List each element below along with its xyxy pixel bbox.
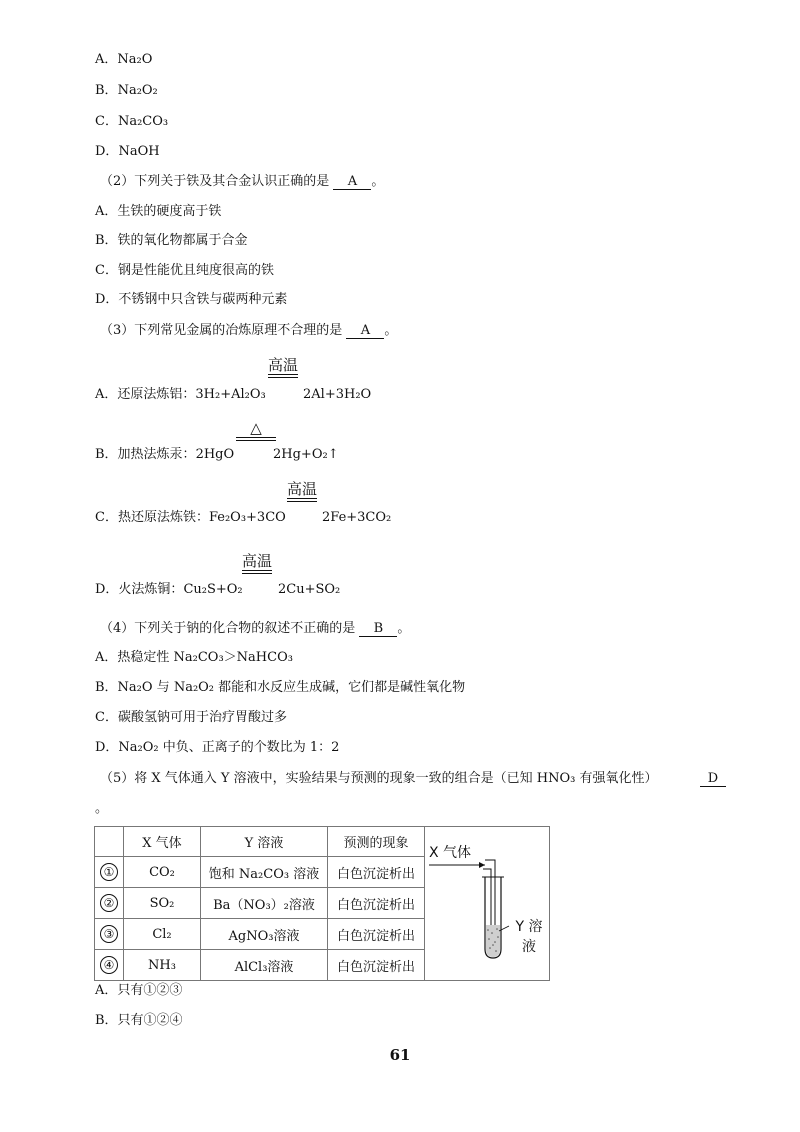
q5-option-a: A．只有①②③ <box>95 983 183 998</box>
q2-stem: （2）下列关于铁及其合金认识正确的是 A 。 <box>100 174 385 189</box>
q3d-condition: 高温 <box>242 553 272 574</box>
q4-option-c: C．碳酸氢钠可用于治疗胃酸过多 <box>95 710 287 725</box>
row-number: ③ <box>100 925 118 943</box>
row-number: ① <box>100 863 118 881</box>
table-cell: 白色沉淀析出 <box>328 857 425 888</box>
table-cell: 白色沉淀析出 <box>328 919 425 950</box>
q3a-condition: 高温 <box>268 357 298 378</box>
table-cell: AgNO₃溶液 <box>201 919 328 950</box>
q5-stem: （5）将 X 气体通入 Y 溶液中，实验结果与预测的现象一致的组合是（已知 HNO₃ 有强氧化性） <box>100 771 658 786</box>
q1-option-b: B．Na₂O₂ <box>95 83 158 98</box>
q3-option-b: B．加热法炼汞：2HgO 2Hg+O₂↑ <box>95 447 339 462</box>
q3-option-c: C．热还原法炼铁：Fe₂O₃+3CO 2Fe+3CO₂ <box>95 510 392 525</box>
q2-option-a: A．生铁的硬度高于铁 <box>95 204 222 219</box>
q5-option-b: B．只有①②④ <box>95 1013 183 1028</box>
table-header-row <box>95 827 550 857</box>
q3-stem: （3）下列常见金属的冶炼原理不合理的是 A 。 <box>100 323 398 338</box>
q2-answer: A <box>333 174 371 190</box>
q1-option-a: A．Na₂O <box>95 52 153 67</box>
experiment-table <box>94 826 550 981</box>
q4-option-d: D．Na₂O₂ 中负、正离子的个数比为 1：2 <box>95 740 340 755</box>
table-cell: AlCl₃溶液 <box>201 950 328 981</box>
q3-answer: A <box>346 323 384 339</box>
q4-stem: （4）下列关于钠的化合物的叙述不正确的是 B 。 <box>100 621 411 636</box>
q2-option-c: C．钢是性能优且纯度很高的铁 <box>95 263 274 278</box>
table-header <box>95 827 124 857</box>
q5-answer-wrap <box>700 770 726 788</box>
solution-label: Y 溶液 <box>515 919 543 955</box>
table-cell: CO₂ <box>124 857 201 888</box>
q3b-condition: △ <box>236 420 276 441</box>
q1-option-c: C．Na₂CO₃ <box>95 114 169 129</box>
q3c-condition: 高温 <box>287 481 317 502</box>
table-header: X 气体 <box>124 827 201 857</box>
table-header: 预测的现象 <box>328 827 425 857</box>
table-cell: 饱和 Na₂CO₃ 溶液 <box>201 857 328 888</box>
q4-option-a: A．热稳定性 Na₂CO₃＞NaHCO₃ <box>95 650 293 665</box>
table-cell: NH₃ <box>124 950 201 981</box>
table-cell: Ba（NO₃）₂溶液 <box>201 888 328 919</box>
q2-option-b: B．铁的氧化物都属于合金 <box>95 233 248 248</box>
q4-answer: B <box>359 621 397 637</box>
row-number: ④ <box>100 956 118 974</box>
table-cell: SO₂ <box>124 888 201 919</box>
q2-option-d: D．不锈钢中只含铁与碳两种元素 <box>95 292 288 307</box>
table-cell: Cl₂ <box>124 919 201 950</box>
page-number: 61 <box>389 1046 411 1064</box>
row-number: ② <box>100 894 118 912</box>
table-header: Y 溶液 <box>201 827 328 857</box>
q3-option-a: A．还原法炼铝：3H₂+Al₂O₃ 2Al+3H₂O <box>95 387 372 402</box>
table-cell: 白色沉淀析出 <box>328 950 425 981</box>
q3-option-d: D．火法炼铜：Cu₂S+O₂ 2Cu+SO₂ <box>95 582 341 597</box>
q4-option-b: B．Na₂O 与 Na₂O₂ 都能和水反应生成碱，它们都是碱性氧化物 <box>95 680 466 695</box>
table-cell: 白色沉淀析出 <box>328 888 425 919</box>
q5-answer: D <box>700 771 726 787</box>
apparatus-cell <box>425 827 550 981</box>
gas-label: X 气体 <box>429 845 472 861</box>
q5-end: 。 <box>95 801 109 816</box>
q1-option-d: D．NaOH <box>95 144 160 159</box>
